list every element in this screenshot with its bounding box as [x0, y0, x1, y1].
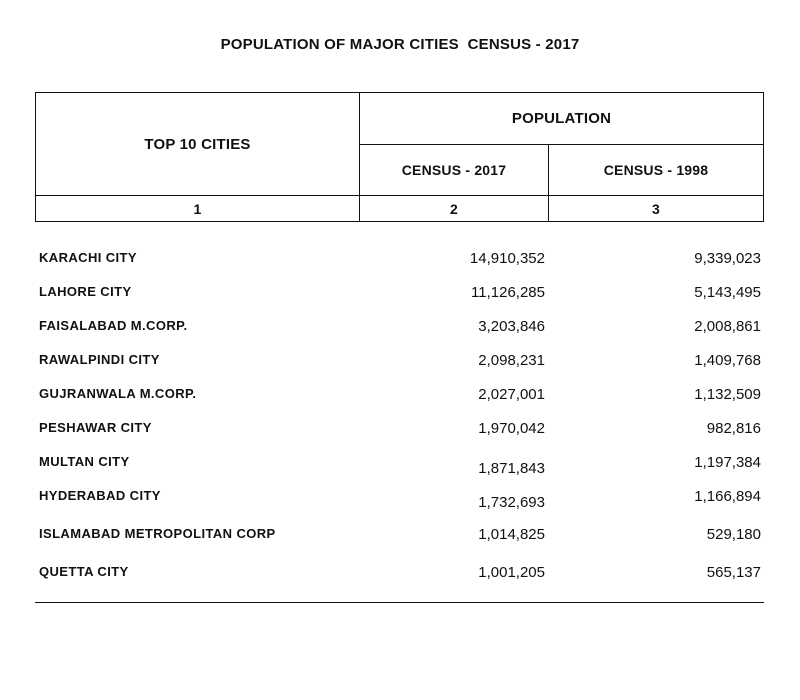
- city-name: MULTAN CITY: [39, 454, 130, 469]
- table-row: [35, 512, 764, 549]
- bottom-rule: [35, 602, 764, 603]
- city-name: FAISALABAD M.CORP.: [39, 318, 188, 333]
- city-name: QUETTA CITY: [39, 564, 129, 579]
- city-name: ISLAMABAD METROPOLITAN CORP: [39, 526, 276, 541]
- census-1998-value: 1,132,509: [694, 386, 761, 403]
- table-header: [35, 92, 764, 222]
- table-row: [35, 274, 764, 308]
- census-1998-value: 1,166,894: [694, 488, 761, 505]
- census-2017-value: 1,732,693: [478, 494, 545, 511]
- census-2017-value: 1,001,205: [478, 564, 545, 581]
- city-name: HYDERABAD CITY: [39, 488, 161, 503]
- header-population: POPULATION: [511, 110, 612, 127]
- table-body: [35, 240, 764, 583]
- header-col-number-1: 1: [193, 200, 202, 217]
- table-row: [35, 376, 764, 410]
- census-2017-value: 1,014,825: [478, 526, 545, 543]
- census-2017-value: 2,098,231: [478, 352, 545, 369]
- city-name: KARACHI CITY: [39, 250, 137, 265]
- census-2017-value: 2,027,001: [478, 386, 545, 403]
- table-row: [35, 240, 764, 274]
- census-2017-value: 1,970,042: [478, 420, 545, 437]
- city-name: RAWALPINDI CITY: [39, 352, 160, 367]
- city-name: GUJRANWALA M.CORP.: [39, 386, 197, 401]
- page-title: POPULATION OF MAJOR CITIES CENSUS - 2017: [220, 36, 580, 53]
- census-1998-value: 9,339,023: [694, 250, 761, 267]
- table-row: [35, 444, 764, 478]
- census-1998-value: 5,143,495: [694, 284, 761, 301]
- header-census-1998: CENSUS - 1998: [603, 162, 709, 178]
- table-row: [35, 308, 764, 342]
- census-1998-value: 982,816: [706, 420, 761, 437]
- city-name: LAHORE CITY: [39, 284, 132, 299]
- table-row: [35, 342, 764, 376]
- table-row: [35, 549, 764, 583]
- census-1998-value: 1,197,384: [694, 454, 761, 471]
- table-row: [35, 478, 764, 512]
- census-2017-value: 1,871,843: [478, 460, 545, 477]
- census-1998-value: 565,137: [706, 564, 761, 581]
- header-col-number-2: 2: [450, 200, 458, 217]
- city-name: PESHAWAR CITY: [39, 420, 152, 435]
- census-2017-value: 11,126,285: [471, 284, 545, 301]
- census-2017-value: 3,203,846: [478, 318, 545, 335]
- census-1998-value: 1,409,768: [694, 352, 761, 369]
- census-1998-value: 2,008,861: [694, 318, 761, 335]
- header-top-10-cities: TOP 10 CITIES: [144, 135, 251, 153]
- header-col-number-3: 3: [652, 200, 660, 217]
- table-row: [35, 410, 764, 444]
- header-census-2017: CENSUS - 2017: [401, 162, 507, 178]
- census-2017-value: 14,910,352: [469, 250, 545, 267]
- census-1998-value: 529,180: [706, 526, 761, 543]
